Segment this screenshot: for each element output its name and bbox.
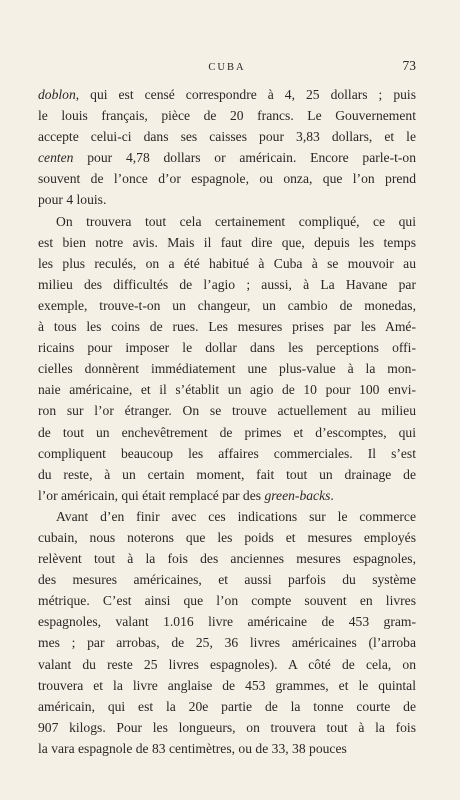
text-span: le louis français, pièce de 20 francs. Le Gouvernement (38, 108, 416, 124)
body-text (38, 84, 416, 759)
text-line (38, 147, 416, 168)
text-line (38, 548, 416, 569)
text-span: compliquent beaucoup les affaires commerciales. Il s’est (38, 445, 416, 461)
text-span: ron sur l’or étranger. On se trouve actuellement au milieu (38, 403, 416, 419)
text-line (38, 316, 416, 337)
text-span: américain, qui est la 20e partie de la tonne courte de (38, 698, 416, 714)
text-line (38, 569, 416, 590)
italic-term: green-backs (264, 487, 331, 503)
text-span: Avant d’en finir avec ces indications sur le commerce (56, 508, 416, 524)
text-span: à tous les coins de rues. Les mesures prises par les Amé- (38, 319, 416, 335)
text-line (38, 379, 416, 400)
text-line (38, 168, 416, 189)
text-span: 907 kilogs. Pour les longueurs, on trouvera tout à la fois (38, 719, 416, 735)
text-line (38, 253, 416, 274)
text-span: de tout un enchevêtrement de primes et d’escomptes, qui (38, 424, 416, 440)
text-span: trouvera et la livre anglaise de 453 grammes, et le quintal (38, 677, 416, 693)
text-span: valant du reste 25 livres espagnoles). A côté de cela, on (38, 656, 416, 672)
text-span: cielles donnèrent immédiatement une plus-value à la mon- (38, 361, 416, 377)
text-span: du reste, à un certain moment, fait tout un drainage de (38, 466, 416, 482)
text-line (38, 295, 416, 316)
text-span: naie américaine, et il s’établit un agio de 10 pour 100 envi- (38, 382, 416, 398)
text-line (38, 527, 416, 548)
text-span: accepte celui-ci dans ses caisses pour 3,83 dollars, et le (38, 129, 416, 145)
text-span: souvent de l’once d’or espagnole, ou onza, que l’on prend (38, 171, 416, 187)
text-span: mes ; par arrobas, de 25, 36 livres américaines (l’arroba (38, 635, 416, 651)
running-head (38, 58, 416, 78)
text-line (38, 422, 416, 443)
text-line (38, 696, 416, 717)
text-span: On trouvera tout cela certainement compliqué, ce qui (56, 213, 416, 229)
text-line (38, 738, 416, 759)
text-span: l’or américain, qui était remplacé par des (38, 487, 265, 503)
text-line (38, 126, 416, 147)
text-line (38, 189, 416, 210)
text-span: est bien notre avis. Mais il faut dire que, depuis les temps (38, 234, 416, 250)
page-number: 73 (402, 58, 416, 73)
text-line (38, 632, 416, 653)
text-line (38, 675, 416, 696)
text-line (38, 105, 416, 126)
text-span: les plus reculés, on a été habitué à Cuba à se mouvoir au (38, 255, 416, 271)
text-span: . (330, 487, 334, 503)
text-span: des mesures américaines, et aussi parfois du système (38, 572, 416, 588)
text-span: exemple, trouve-t-on un changeur, un cambio de monedas, (38, 297, 416, 313)
text-line (38, 232, 416, 253)
text-line (38, 611, 416, 632)
text-line (38, 590, 416, 611)
text-span: cubain, nous noterons que les poids et mesures employés (38, 529, 416, 545)
text-line (38, 464, 416, 485)
text-span: la vara espagnole de 83 centimètres, ou de 33, 38 pouces (38, 740, 347, 756)
text-span: , qui est censé correspondre à 4, 25 dollars ; puis (75, 87, 416, 102)
text-line (38, 337, 416, 358)
text-line (38, 717, 416, 738)
text-span: relèvent tout à la fois des anciennes mesures espagnoles, (38, 551, 416, 567)
text-span: pour 4,78 dollars or américain. Encore parle-t-on (73, 150, 416, 166)
text-line (38, 654, 416, 675)
text-span: ricains pour imposer le dollar dans les perceptions offi- (38, 340, 416, 356)
text-span: pour 4 louis. (38, 192, 107, 208)
italic-term: centen (38, 150, 74, 166)
text-span: milieu des difficultés de l’agio ; aussi, à La Havane par (38, 276, 416, 292)
text-line (38, 274, 416, 295)
text-span: métrique. C’est ainsi que l’on compte souvent en livres (38, 593, 416, 609)
italic-term: doblon (38, 87, 76, 102)
text-line (38, 485, 416, 506)
text-line (38, 211, 416, 232)
text-line (38, 443, 416, 464)
running-title: CUBA (208, 62, 246, 73)
text-line (38, 506, 416, 527)
text-line (38, 400, 416, 421)
text-line (38, 358, 416, 379)
text-line (38, 84, 416, 105)
text-span: espagnoles, valant 1.016 livre américaine de 453 gram- (38, 614, 416, 630)
